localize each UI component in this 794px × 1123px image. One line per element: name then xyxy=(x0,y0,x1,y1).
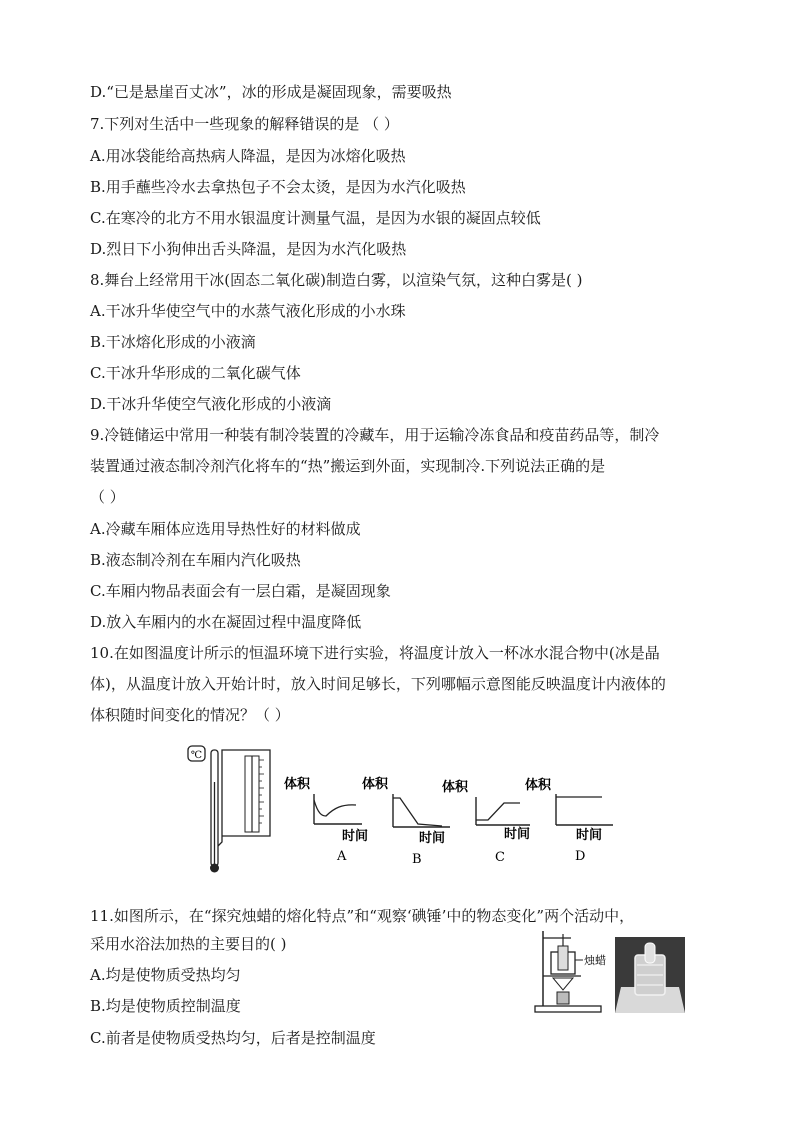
graph-a-ylabel: 体积 xyxy=(284,777,311,792)
graph-d xyxy=(525,772,615,867)
magnified-callout xyxy=(218,750,270,846)
q9-option-a: A.冷藏车厢体应选用导热性好的材料做成 xyxy=(90,520,361,538)
q6-option-d: D.“已是悬崖百丈冰”，冰的形成是凝固现象，需要吸热 xyxy=(90,83,452,101)
thermometer-unit: ℃ xyxy=(190,750,203,761)
graph-d-xlabel: 时间 xyxy=(576,828,603,843)
graph-a xyxy=(284,772,369,867)
q9-option-d: D.放入车厢内的水在凝固过程中温度降低 xyxy=(90,613,362,631)
q8-stem: 8.舞台上经常用干冰(固态二氧化碳)制造白雾，以渲染气氛，这种白雾是( ) xyxy=(90,271,583,289)
graph-a-label: A xyxy=(337,849,347,864)
q7-option-a: A.用冰袋能给高热病人降温，是因为冰熔化吸热 xyxy=(90,147,406,165)
graph-c-curve xyxy=(476,803,520,820)
graph-b-xlabel: 时间 xyxy=(419,831,446,846)
graph-d-ylabel: 体积 xyxy=(525,778,552,793)
q11-stem-line-2: 采用水浴法加热的主要目的( ) xyxy=(90,935,287,953)
graph-a-xlabel: 时间 xyxy=(342,829,369,844)
iodine-hammer-photo xyxy=(615,937,685,1013)
q10-stem-line-1: 10.在如图温度计所示的恒温环境下进行实验，将温度计放入一杯冰水混合物中(冰是晶 xyxy=(90,644,660,662)
q8-option-b: B.干冰熔化形成的小液滴 xyxy=(90,333,256,351)
q11-option-b: B.均是使物质控制温度 xyxy=(90,997,241,1015)
q10-stem-line-3: 体积随时间变化的情况？（ ） xyxy=(90,706,290,724)
q7-stem: 7.下列对生活中一些现象的解释错误的是 （ ） xyxy=(90,115,399,133)
q10-stem-line-2: 体)，从温度计放入开始计时，放入时间足够长，下列哪幅示意图能反映温度计内液体的 xyxy=(90,675,666,693)
q11-stem-line-1: 11.如图所示，在“探究烛蜡的熔化特点”和“观察‘碘锤’中的物态变化”两个活动中， xyxy=(90,907,635,925)
q9-option-c: C.车厢内物品表面会有一层白霜，是凝固现象 xyxy=(90,582,391,600)
candle-wax-label: 烛蜡 xyxy=(584,954,606,967)
q8-option-d: D.干冰升华使空气液化形成的小液滴 xyxy=(90,395,332,413)
q7-option-d: D.烈日下小狗伸出舌头降温，是因为水汽化吸热 xyxy=(90,240,407,258)
q9-stem-line-2: 装置通过液态制冷剂汽化将车的“热”搬运到外面，实现制冷.下列说法正确的是 xyxy=(90,457,606,475)
thermometer-bulb xyxy=(210,864,219,873)
q7-option-b: B.用手蘸些冷水去拿热包子不会太烫，是因为水汽化吸热 xyxy=(90,178,466,196)
graph-c-ylabel: 体积 xyxy=(442,780,469,795)
q9-option-b: B.液态制冷剂在车厢内汽化吸热 xyxy=(90,551,301,569)
q8-option-c: C.干冰升华形成的二氧化碳气体 xyxy=(90,364,301,382)
q9-stem-line-1: 9.冷链储运中常用一种装有制冷装置的冷藏车，用于运输冷冻食品和疫苗药品等，制冷 xyxy=(90,426,660,444)
q9-stem-line-3: （ ） xyxy=(90,488,125,506)
graph-b xyxy=(362,772,452,867)
graph-a-curve xyxy=(314,800,356,816)
graph-c xyxy=(442,772,532,867)
graph-c-xlabel: 时间 xyxy=(504,827,531,842)
q7-option-c: C.在寒冷的北方不用水银温度计测量气温，是因为水银的凝固点较低 xyxy=(90,209,541,227)
water-bath-apparatus xyxy=(533,926,613,1016)
graph-c-label: C xyxy=(495,850,505,865)
q8-option-a: A.干冰升华使空气中的水蒸气液化形成的小水珠 xyxy=(90,302,406,320)
q11-option-a: A.均是使物质受热均匀 xyxy=(90,966,241,984)
graph-b-label: B xyxy=(412,852,422,867)
q11-option-c: C.前者是使物质受热均匀，后者是控制温度 xyxy=(90,1029,376,1047)
thermometer-figure xyxy=(185,742,280,877)
graph-b-ylabel: 体积 xyxy=(362,777,389,792)
graph-d-label: D xyxy=(575,849,586,864)
graph-b-curve xyxy=(393,798,442,826)
